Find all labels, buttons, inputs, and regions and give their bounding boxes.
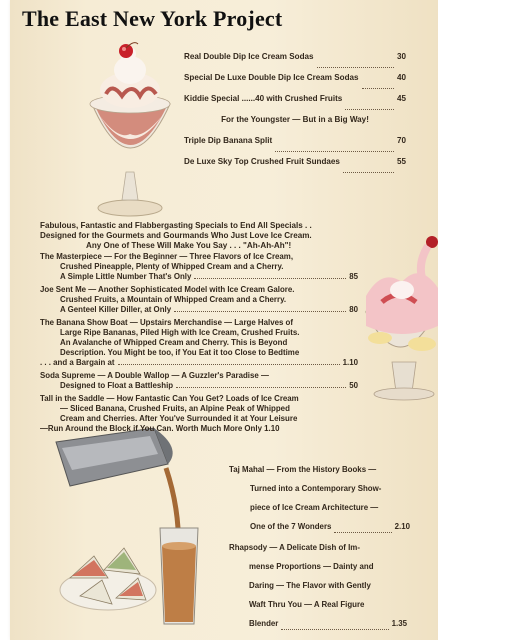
special-line: A Simple Little Number That's Only <box>60 272 192 281</box>
leader-dots <box>362 71 394 89</box>
special-lead: Tall in the Saddle — How Fantastic Can You Get? Loads of Ice Cream <box>40 394 299 403</box>
menu-item <box>184 134 406 155</box>
leader-dots <box>343 155 394 173</box>
rhapsody-item <box>229 538 407 633</box>
leader-dots <box>194 272 346 279</box>
leader-dots <box>118 358 340 365</box>
special-item-tall-in-the-saddle <box>40 394 358 434</box>
menu-item-price: 40 <box>396 73 406 82</box>
special-item-soda-supreme <box>40 371 358 391</box>
special-line: Crushed Fruits, a Mountain of Whipped Cream and a Cherry. <box>60 295 287 304</box>
special-lead: The Banana Show Boat — Upstairs Merchandise — Large Halves of <box>40 318 294 327</box>
menu-item-name: For the Youngster — But in a Big Way! <box>221 115 369 124</box>
menu-item-price: 30 <box>396 52 406 61</box>
special-item-banana-show-boat <box>40 318 358 368</box>
menu-item-price: 70 <box>396 136 406 145</box>
taj-mahal-item <box>229 460 410 536</box>
special-line: Large Ripe Bananas, Piled High with Ice Cream, Crushed Fruits. <box>60 328 300 337</box>
rhapsody-line: mense Proportions — Dainty and <box>249 562 374 571</box>
special-price: 80 <box>349 305 358 314</box>
special-line: Crushed Pineapple, Plenty of Whipped Cream and a Cherry. <box>60 262 284 271</box>
rhapsody-line: Blender <box>249 619 279 628</box>
menu-item-name: Real Double Dip Ice Cream Sodas <box>184 52 314 61</box>
taj-mahal-price: 2.10 <box>394 522 410 531</box>
leader-dots <box>275 134 394 152</box>
intro-line: Designed for the Gourmets and Gourmands Who Just Love Ice Cream. <box>40 231 312 241</box>
special-lead: Joe Sent Me — Another Sophisticated Model with Ice Cream Galore. <box>40 285 295 294</box>
leader-dots <box>334 517 391 533</box>
rhapsody-price-line <box>229 614 407 633</box>
leader-dots <box>174 305 346 312</box>
special-price-line <box>40 272 358 282</box>
special-item-joe-sent-me <box>40 285 358 315</box>
page-title: The East New York Project <box>22 6 283 31</box>
special-price: 50 <box>349 381 358 390</box>
special-lead: The Masterpiece — For the Beginner — Three Flavors of Ice Cream, <box>40 252 294 261</box>
menu-item-price: 45 <box>396 94 406 103</box>
specials-list <box>40 252 358 437</box>
leader-dots <box>345 92 394 110</box>
menu-item-name: Kiddie Special ......40 with Crushed Fruits <box>184 94 343 103</box>
menu-item-name: Special De Luxe Double Dip Ice Cream Sodas <box>184 73 359 82</box>
taj-mahal-line: piece of Ice Cream Architecture — <box>250 503 379 512</box>
menu-item-name: De Luxe Sky Top Crushed Fruit Sundaes <box>184 157 340 166</box>
special-price: 85 <box>349 272 358 281</box>
special-line: — Sliced Banana, Crushed Fruits, an Alpine Peak of Whipped <box>60 404 290 413</box>
special-price-line <box>40 358 358 368</box>
special-item-masterpiece <box>40 252 358 282</box>
rhapsody-line: Daring — The Flavor with Gently <box>249 581 371 590</box>
special-line: A Genteel Killer Diller, at Only <box>60 305 172 314</box>
menu-item-price: 55 <box>396 157 406 166</box>
rhapsody-line: Rhapsody — A Delicate Dish of Im- <box>229 543 360 552</box>
taj-mahal-line: Turned into a Contemporary Show- <box>250 484 382 493</box>
menu-item <box>184 155 406 176</box>
intro-line: Any One of These Will Make You Say . . . "Ah-Ah-Ah"! <box>86 241 292 251</box>
page-margin <box>438 0 515 640</box>
special-line: . . . and a Bargain at <box>40 358 115 367</box>
menu-item-name: Triple Dip Banana Split <box>184 136 273 145</box>
menu-item <box>184 92 406 113</box>
top-menu <box>184 50 406 176</box>
special-line: Description. You Might be too, if You Eat it too Close to Bedtime <box>60 348 300 357</box>
milkshake-pour-illustration <box>50 428 220 632</box>
menu-item <box>184 71 406 92</box>
special-line: Designed to Float a Battleship <box>60 381 174 390</box>
rhapsody-price: 1.35 <box>391 619 407 628</box>
special-line: —Run Around the Block if You Can. Worth Much More Only 1.10 <box>40 424 280 433</box>
special-line: Cream and Cherries. After You've Surrounded it at Your Leisure <box>60 414 298 423</box>
rhapsody-line: Waft Thru You — A Real Figure <box>249 600 365 609</box>
leader-dots <box>176 381 346 388</box>
special-price: 1.10 <box>342 358 358 367</box>
menu-tagline <box>184 113 406 134</box>
sundae-glass-illustration <box>82 42 182 220</box>
special-line: An Avalanche of Whipped Cream and Cherry. This is Beyond <box>60 338 288 347</box>
leader-dots <box>281 614 388 630</box>
taj-mahal-price-line <box>232 517 410 536</box>
specials-intro <box>40 221 360 252</box>
special-price-line <box>40 305 358 315</box>
taj-mahal-line: Taj Mahal — From the History Books — <box>229 465 377 474</box>
banana-split-illustration <box>362 232 438 402</box>
special-lead: Soda Supreme — A Double Wallop — A Guzzler's Paradise — <box>40 371 269 380</box>
leader-dots <box>317 50 394 68</box>
taj-mahal-line: One of the 7 Wonders <box>250 522 332 531</box>
intro-line: Fabulous, Fantastic and Flabbergasting Specials to End All Specials . . <box>40 221 312 230</box>
special-price-line <box>40 381 358 391</box>
menu-item <box>184 50 406 71</box>
